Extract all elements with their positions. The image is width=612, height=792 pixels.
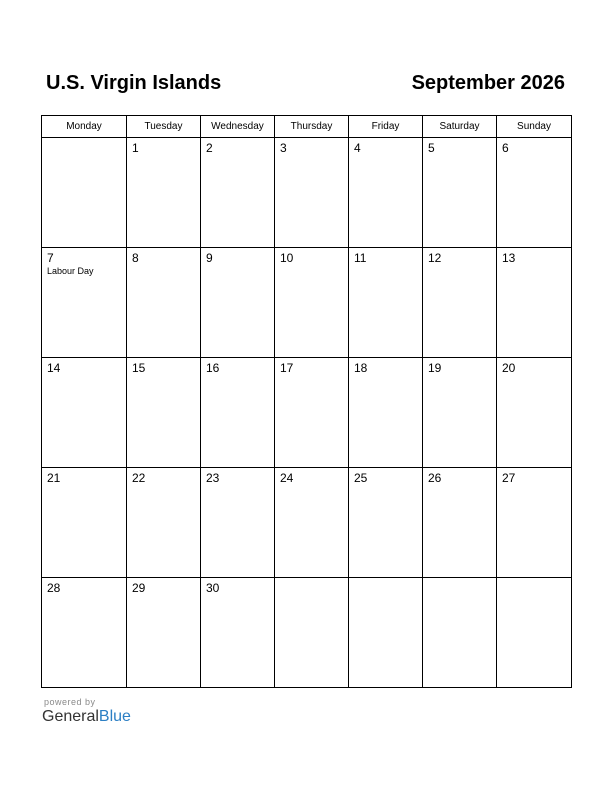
region-title: U.S. Virgin Islands [46,72,222,94]
weekday-header-thursday: Thursday [275,116,349,138]
holiday-label: Labour Day [47,266,94,276]
week-row [42,468,572,578]
day-number: 8 [132,251,139,265]
day-cell [349,358,423,468]
day-number: 17 [280,361,294,375]
day-number: 3 [280,141,287,155]
day-number [349,578,422,582]
day-cell [201,468,275,578]
weekday-header-sunday: Sunday [497,116,572,138]
day-number: 11 [354,251,367,265]
day-number: 19 [428,361,442,375]
week-row [42,578,572,688]
day-number: 14 [47,361,61,375]
weekday-header-row [42,116,572,138]
day-number: 29 [132,581,146,595]
day-cell [127,578,201,688]
week-row [42,358,572,468]
day-cell [42,468,127,578]
day-cell [497,138,572,248]
day-cell [423,468,497,578]
day-number: 1 [132,141,139,155]
day-number: 16 [206,361,220,375]
day-number [423,578,496,582]
day-cell [349,578,423,688]
day-number: 28 [47,581,61,595]
calendar-grid [41,115,572,688]
day-cell [497,248,572,358]
day-cell [127,248,201,358]
day-cell [42,578,127,688]
brand-logo[interactable] [42,708,131,726]
week-row [42,248,572,358]
day-cell [275,468,349,578]
day-cell [42,358,127,468]
day-cell [275,248,349,358]
day-cell [349,248,423,358]
day-cell [423,138,497,248]
day-cell [201,138,275,248]
weekday-header-tuesday: Tuesday [127,116,201,138]
day-number: 10 [280,251,294,265]
day-number [497,578,571,582]
weekday-header-friday: Friday [349,116,423,138]
day-number: 27 [502,471,516,485]
brand-name-part1: General [42,708,99,725]
day-cell [42,248,127,358]
day-cell [497,358,572,468]
day-cell [275,138,349,248]
day-cell [497,468,572,578]
day-number: 30 [206,581,220,595]
day-number: 24 [280,471,294,485]
day-cell [127,468,201,578]
day-number: 15 [132,361,146,375]
day-cell [42,138,127,248]
weekday-header-saturday: Saturday [423,116,497,138]
day-cell [127,138,201,248]
day-cell [349,468,423,578]
day-cell [423,358,497,468]
day-number: 4 [354,141,361,155]
day-number: 6 [502,141,509,155]
brand-name-part2: Blue [98,708,131,725]
day-number: 9 [206,251,213,265]
day-cell [423,578,497,688]
day-number: 25 [354,471,368,485]
day-number: 18 [354,361,368,375]
day-number: 7 [47,251,54,265]
day-cell [275,578,349,688]
day-number [275,578,348,582]
day-cell [349,138,423,248]
day-number: 21 [47,471,61,485]
day-number: 13 [502,251,516,265]
day-number: 22 [132,471,146,485]
day-number: 12 [428,251,442,265]
day-cell [423,248,497,358]
weekday-header-wednesday: Wednesday [201,116,275,138]
day-number: 2 [206,141,213,155]
day-number: 20 [502,361,516,375]
day-cell [127,358,201,468]
day-cell [201,248,275,358]
month-title: September 2026 [411,72,565,94]
day-number: 23 [206,471,220,485]
day-cell [201,358,275,468]
day-cell [497,578,572,688]
powered-by-text: powered by [44,697,96,707]
day-number: 26 [428,471,442,485]
weekday-header-monday: Monday [42,116,127,138]
day-cell [201,578,275,688]
day-number: 5 [428,141,435,155]
day-number [42,138,126,142]
day-cell [275,358,349,468]
week-row [42,138,572,248]
